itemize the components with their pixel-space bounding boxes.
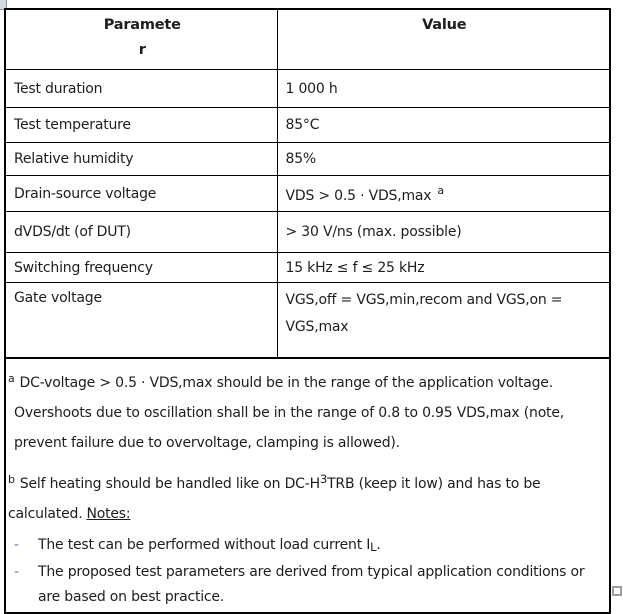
table-row: [5, 212, 610, 253]
bullet-dash: -: [14, 537, 19, 553]
note-text-main: The test can be performed without load current I: [38, 537, 371, 553]
footnote-b-text-2: TRB (keep it low) and has to be calculated.: [8, 476, 541, 522]
footnotes-cell: [5, 358, 610, 613]
notes-list: [8, 533, 603, 610]
value-cell: > 30 V/ns (max. possible): [277, 212, 610, 253]
footnote-a-text: DC-voltage > 0.5 · VDS,max should be in the range of the application voltage. Overshoots due to oscillation shall be in the range of 0.8 to 0.95 VDS,max (note, prevent failure due to overvoltage, clamping is allowed).: [14, 375, 565, 451]
note-text: The proposed test parameters are derived from typical application conditions or are based on best practice.: [38, 564, 585, 605]
note-text-end: .: [376, 537, 381, 553]
param-cell: Test duration: [5, 70, 277, 108]
param-cell: Gate voltage: [5, 283, 277, 359]
param-cell: Drain-source voltage: [5, 176, 277, 212]
table-resize-handle[interactable]: [612, 586, 622, 596]
list-item: [14, 533, 603, 560]
value-text: VGS,off = VGS,min,recom and VGS,on = VGS,max: [285, 292, 563, 335]
note-text: [38, 533, 603, 560]
notes-label: Notes:: [86, 506, 131, 522]
table-row: [5, 283, 610, 359]
table-header-row: [5, 9, 610, 70]
footnote-a-marker: a: [8, 372, 15, 385]
footnote-a: [8, 364, 603, 458]
table-row: [5, 176, 610, 212]
value-header-cell: [277, 9, 610, 70]
value-cell: 1 000 h: [277, 70, 610, 108]
value-cell: 85°C: [277, 108, 610, 143]
footnote-b-marker: b: [8, 473, 15, 486]
table-row: [5, 108, 610, 143]
superscript-3: 3: [319, 472, 328, 486]
value-cell: [277, 283, 610, 359]
value-text: VDS > 0.5 · VDS,max: [285, 187, 432, 204]
param-cell: dVDS/dt (of DUT): [5, 212, 277, 253]
list-item: [14, 560, 603, 610]
table-row: [5, 143, 610, 176]
footnotes-row: [5, 358, 610, 613]
param-header-line2: r: [138, 42, 146, 58]
table-row: [5, 253, 610, 283]
value-cell: 85%: [277, 143, 610, 176]
param-cell: Relative humidity: [5, 143, 277, 176]
param-cell: Switching frequency: [5, 253, 277, 283]
value-cell: 15 kHz ≤ f ≤ 25 kHz: [277, 253, 610, 283]
subscript-L: L: [370, 540, 377, 554]
parameter-value-table: [4, 8, 611, 614]
footnote-b: [8, 464, 603, 529]
footnote-b-text-1: Self heating should be handled like on DC-H: [19, 476, 320, 492]
param-header-cell: [5, 9, 277, 70]
value-cell: [277, 176, 610, 212]
param-header-line1: Paramete: [103, 17, 181, 33]
param-cell: Test temperature: [5, 108, 277, 143]
table-row: [5, 70, 610, 108]
bullet-dash: -: [14, 564, 19, 580]
footnote-ref-a: a: [437, 183, 444, 197]
value-header-label: Value: [422, 17, 467, 33]
